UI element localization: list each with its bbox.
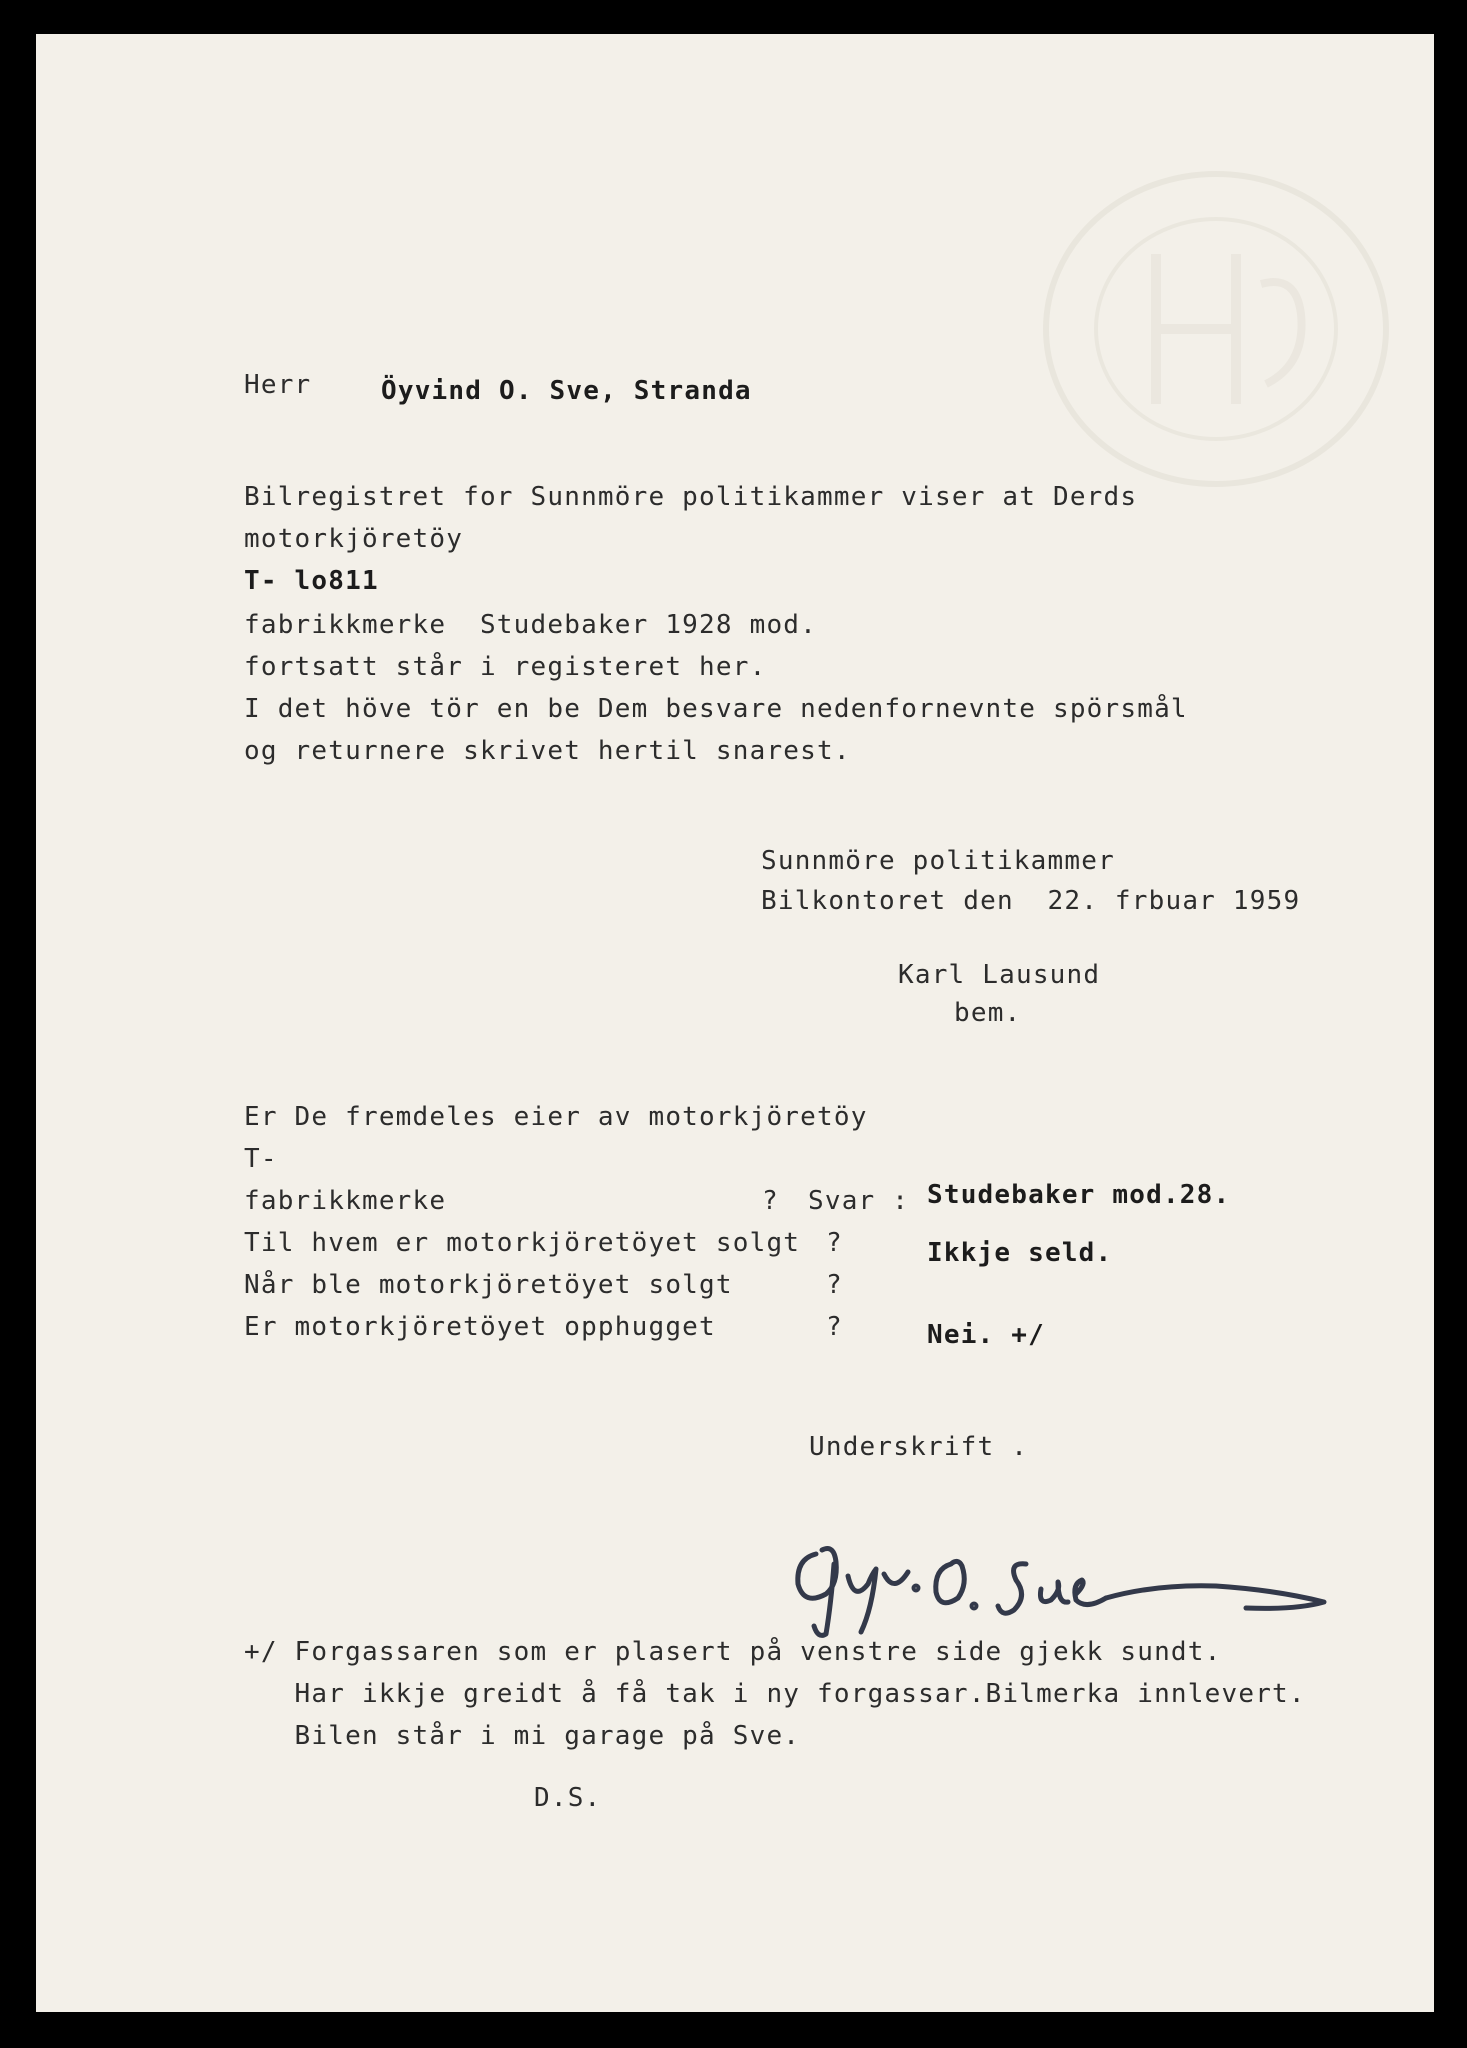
handwritten-signature: [776, 1514, 1336, 1644]
officer-title: bem.: [954, 998, 1022, 1028]
officer-name: Karl Lausund: [898, 960, 1101, 990]
watermark-seal: [1036, 164, 1396, 494]
footnote-line: Har ikkje greidt å få tak i ny forgassar.Bilmerka innlevert.: [244, 1679, 1306, 1709]
question-make: fabrikkmerke: [244, 1186, 447, 1216]
question-mark: ?: [826, 1312, 843, 1342]
answer-make: Studebaker mod.28.: [927, 1180, 1231, 1210]
footnote-line: +/ Forgassaren som er plasert på venstre side gjekk sundt.: [244, 1637, 1222, 1667]
question-mark: ?: [762, 1186, 779, 1216]
sender-date: Bilkontoret den 22. frbuar 1959: [761, 886, 1301, 916]
footnote-closing: D.S.: [534, 1783, 602, 1813]
answer-scrapped: Nei. +/: [927, 1320, 1045, 1350]
salutation: Herr: [244, 370, 312, 400]
question-scrapped: Er motorkjöretöyet opphugget: [244, 1312, 716, 1342]
question-mark: ?: [826, 1228, 843, 1258]
body-line: motorkjöretöy: [244, 524, 464, 554]
body-line: og returnere skrivet hertil snarest.: [244, 736, 851, 766]
body-line: fortsatt står i registeret her.: [244, 652, 767, 682]
body-line-make: fabrikkmerke Studebaker 1928 mod.: [244, 610, 818, 640]
answer-sold-to: Ikkje seld.: [927, 1238, 1113, 1268]
questionnaire-t-label: T-: [244, 1144, 278, 1174]
registration-number: T- lo811: [244, 566, 379, 596]
recipient-name: Öyvind O. Sve, Stranda: [381, 376, 752, 406]
letter-page: [36, 34, 1434, 2012]
svar-label: Svar :: [808, 1186, 910, 1216]
questionnaire-intro: Er De fremdeles eier av motorkjöretöy: [244, 1102, 868, 1132]
signature-label: Underskrift .: [809, 1432, 1029, 1462]
question-sold-when: Når ble motorkjöretöyet solgt: [244, 1270, 733, 1300]
footnote-line: Bilen står i mi garage på Sve.: [244, 1721, 801, 1751]
body-line: Bilregistret for Sunnmöre politikammer viser at Derds: [244, 482, 1138, 512]
question-mark: ?: [826, 1270, 843, 1300]
sender-office: Sunnmöre politikammer: [761, 846, 1115, 876]
body-line: I det höve tör en be Dem besvare nedenfornevnte spörsmål: [244, 694, 1188, 724]
question-sold-to: Til hvem er motorkjöretöyet solgt: [244, 1228, 801, 1258]
